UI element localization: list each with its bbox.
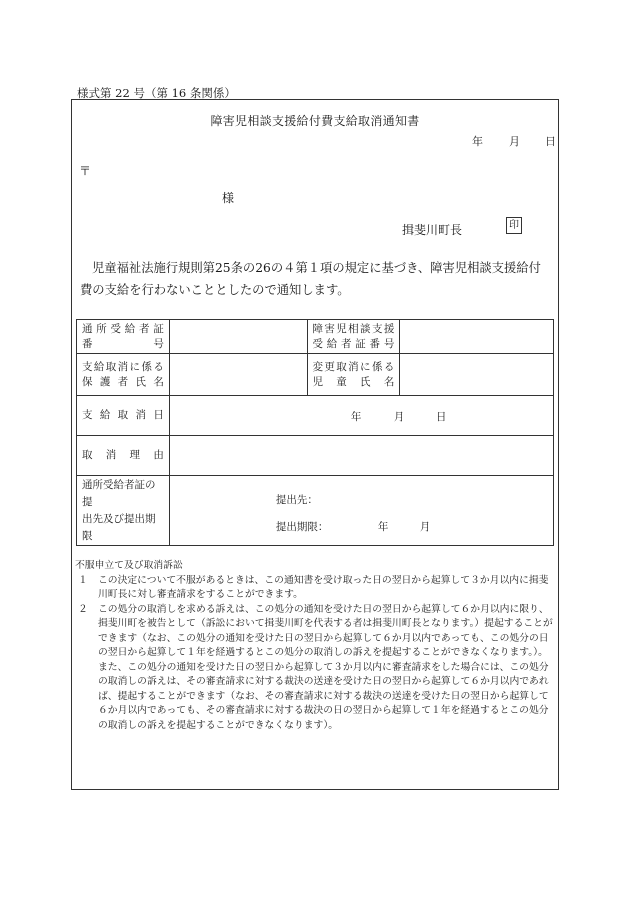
guardian-name-label: 支給取消に係る 保護者氏名 — [77, 354, 170, 396]
table-row — [77, 354, 554, 396]
submission-info-field[interactable] — [169, 476, 553, 546]
cancellation-date-field[interactable] — [169, 396, 553, 436]
cancellation-reason-field[interactable] — [169, 436, 553, 476]
table-row — [77, 320, 554, 354]
cancellation-date-label: 支給取消日 — [77, 396, 170, 436]
list-item: ２ この処分の取消しを求める訴えは、この処分の通知を受けた日の翌日から起算して６か月以内に限り、揖斐川町を被告として（訴訟において揖斐川町を代表する者は揖斐川町長となります。）提起することができます（なお、この処分の通知を受けた日の翌日から起算して６か月以内であっても、この処分の日の翌日から起算して１年を経過するとこの処分の取消しの訴えを提起することができなくなります。）。また、この処分の通知を受けた日の翌日から起算して３か月以内に審査請求をした場合には、この処分の取消しの訴えは、その審査請求に対する裁決の送達を受けた日の翌日から起算して６か月以内であれば、提起することができます（なお、その審査請求に対する裁決の送達を受けた日の翌日から起算して６か月以内であっても、その審査請求に対する裁決の日の翌日から起算して１年を経過するとこの処分の取消しの訴えを提起することができなくなります）。 — [78, 603, 553, 731]
cancel-date-month: 月 — [393, 411, 405, 423]
child-name-label: 変更取消に係る 児童氏名 — [307, 354, 400, 396]
table-row — [77, 396, 554, 436]
cancel-date-day: 日 — [435, 411, 447, 423]
table-row — [77, 476, 554, 546]
support-certificate-number-field[interactable] — [400, 320, 554, 354]
issuer-name: 揖斐川町長 — [402, 223, 463, 237]
seal-mark: 印 — [506, 217, 522, 234]
support-certificate-number-label: 障害児相談支援 受給者証番号 — [307, 320, 400, 354]
table-row — [77, 436, 554, 476]
info-table — [76, 319, 554, 546]
submission-deadline-label: 提出期限： — [275, 521, 329, 533]
cancel-date-year: 年 — [350, 411, 362, 423]
cancellation-reason-label: 取消理由 — [77, 436, 170, 476]
date-year: 年 — [472, 135, 483, 148]
submission-info-label: 通所受給者証の提 出先及び提出期限 — [77, 476, 170, 546]
form-id: 様式第 22 号（第 16 条関係） — [77, 86, 236, 100]
certificate-number-label: 通所受給者証 番号 — [77, 320, 170, 354]
date-day: 日 — [545, 135, 556, 148]
child-name-field[interactable] — [400, 354, 554, 396]
certificate-number-field[interactable] — [169, 320, 307, 354]
postal-mark: 〒 — [79, 164, 92, 178]
body-text: 児童福祉法施行規則第25条の26の４第１項の規定に基づき、障害児相談支援給付費の支給を行わないこととしたので通知します。 — [80, 261, 541, 297]
date-month: 月 — [509, 135, 520, 148]
deadline-year: 年 — [377, 521, 389, 533]
submission-destination-label: 提出先： — [275, 494, 318, 506]
recipient-suffix: 様 — [222, 191, 235, 205]
deadline-month: 月 — [419, 521, 431, 533]
document-title: 障害児相談支援給付費支給取消通知書 — [210, 114, 420, 128]
list-item: １ この決定について不服があるときは、この通知書を受け取った日の翌日から起算して３か月以内に揖斐川町長に対し審査請求をすることができます。 — [78, 574, 549, 600]
notes-heading: 不服申立て及び取消訴訟 — [75, 560, 183, 571]
guardian-name-field[interactable] — [169, 354, 307, 396]
appeal-notes — [75, 559, 555, 733]
document-frame — [71, 99, 559, 790]
